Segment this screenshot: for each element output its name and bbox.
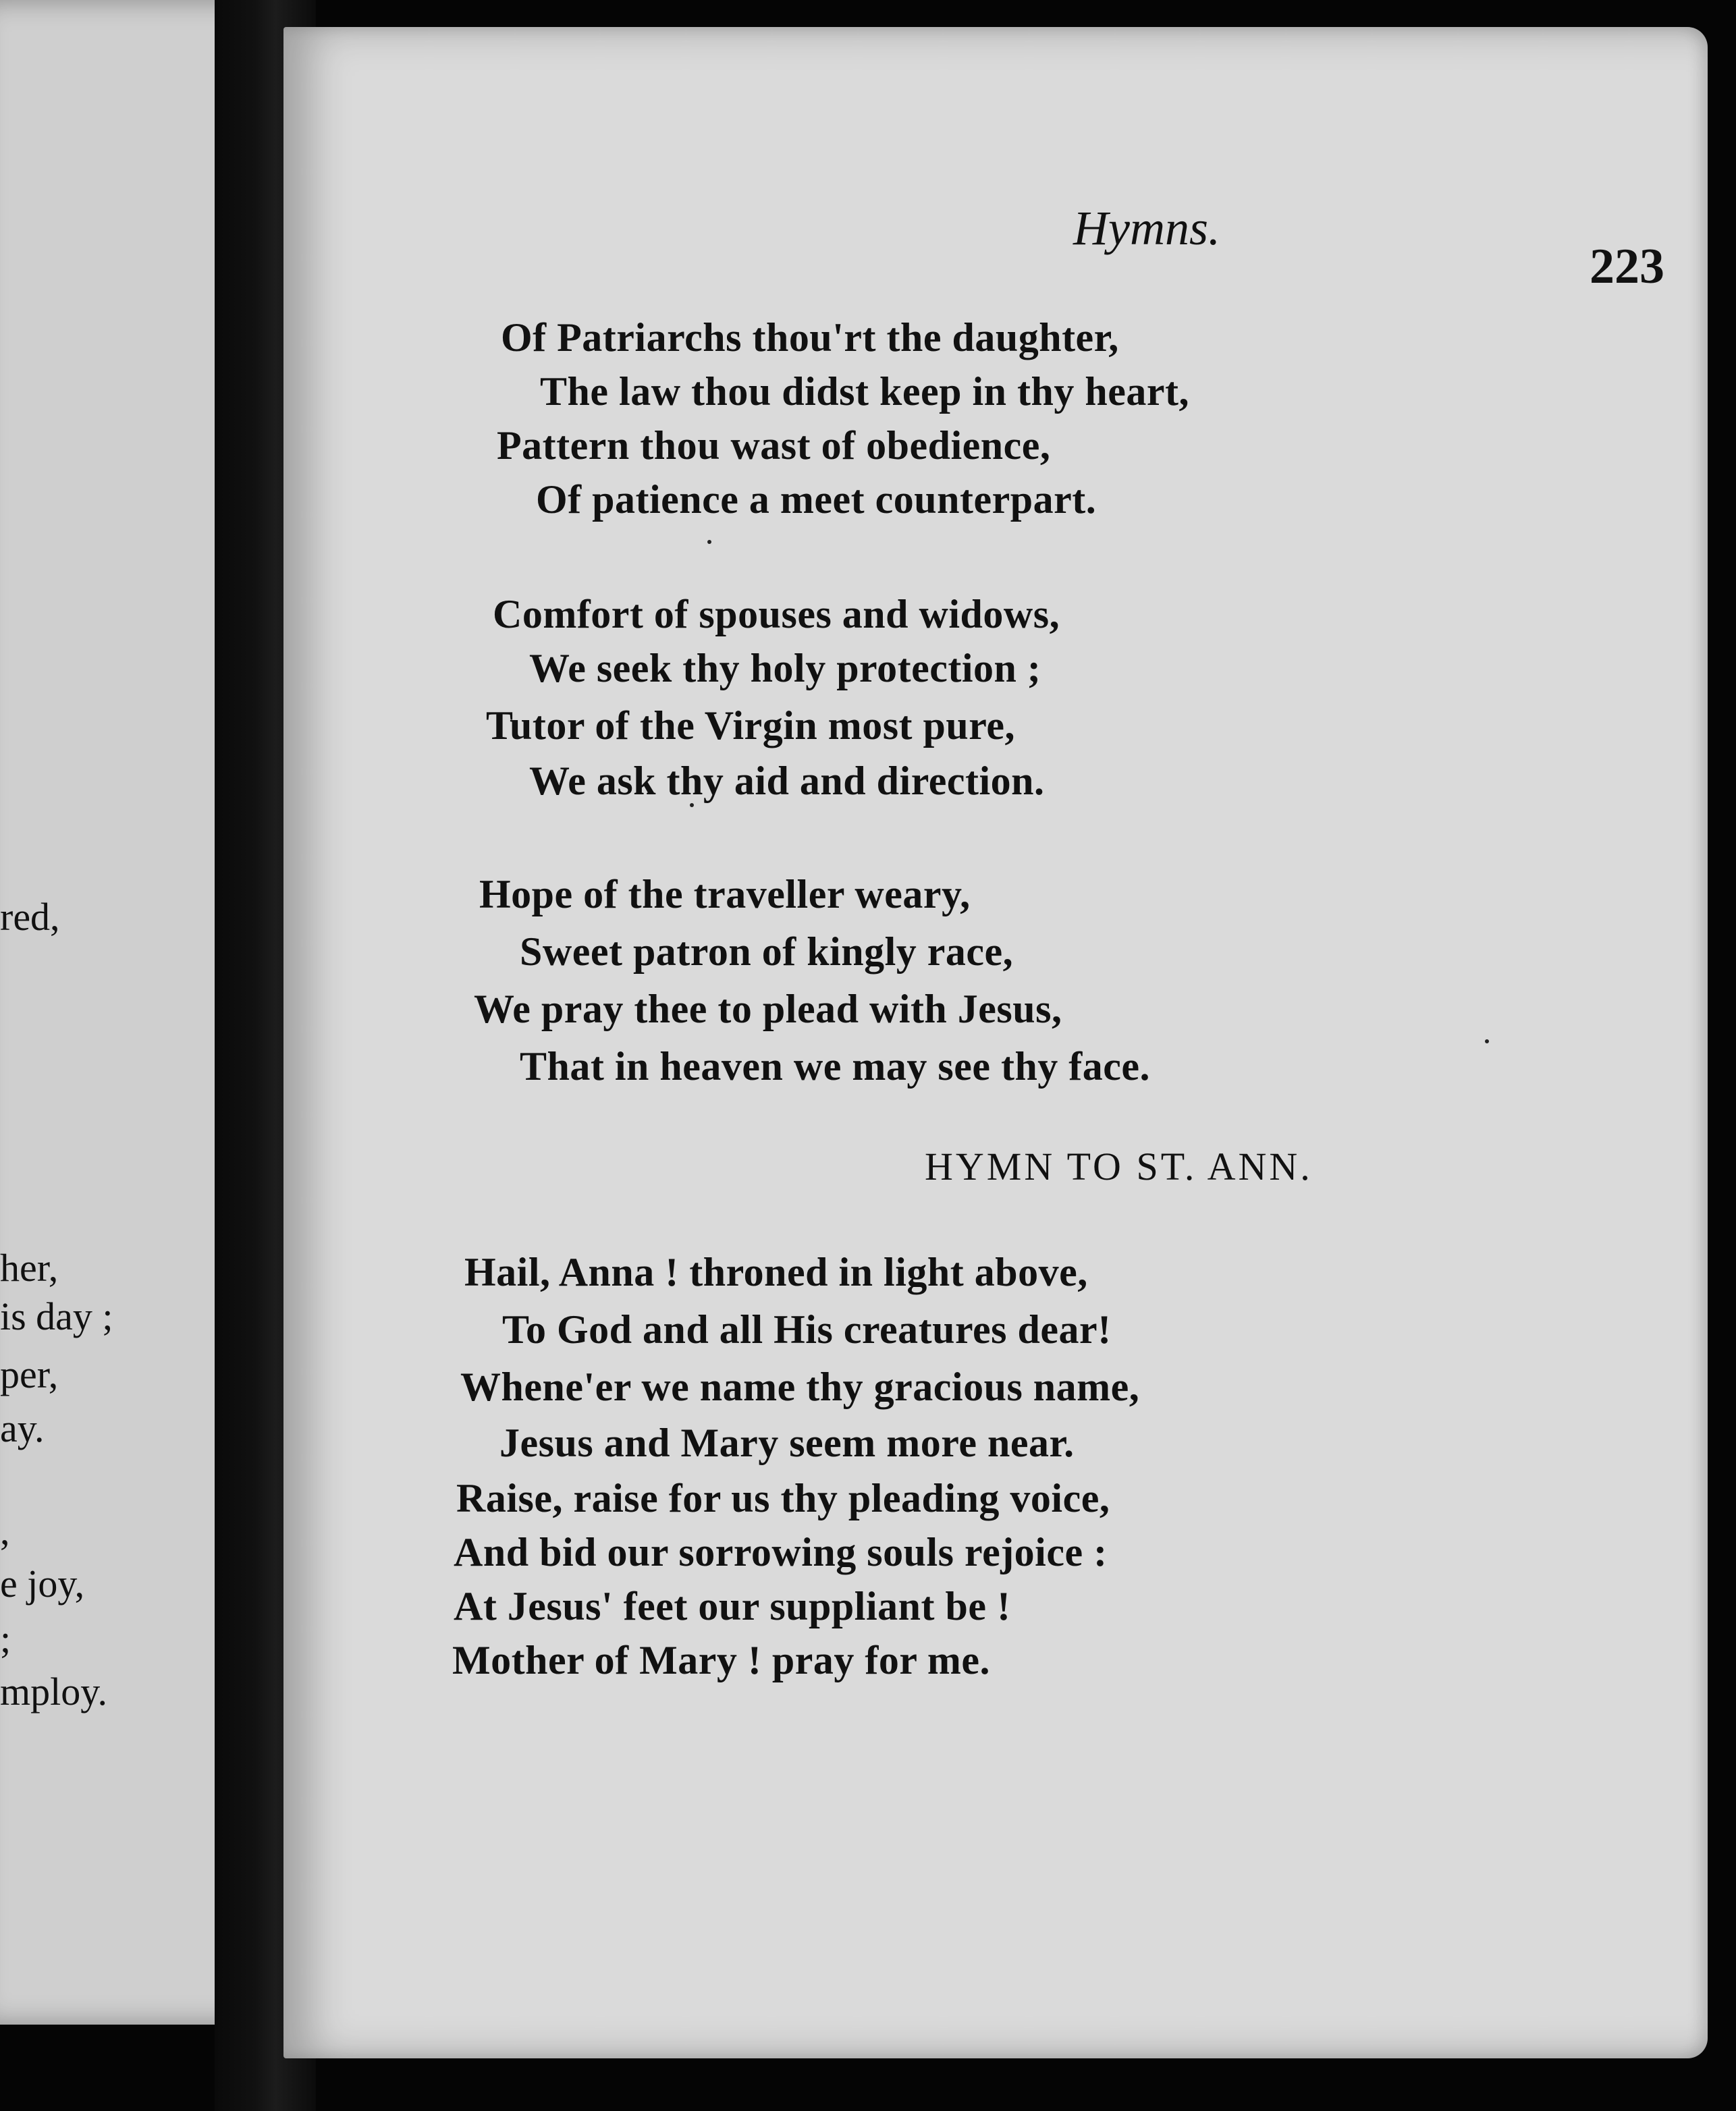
verse-line: At Jesus' feet our suppliant be ! [454,1584,1011,1628]
paper-speck [707,540,711,544]
verse-line: Raise, raise for us thy pleading voice, [456,1476,1110,1520]
verse-line: To God and all His creatures dear! [502,1307,1112,1352]
left-fragment: per, [0,1352,59,1396]
verse-line: The law thou didst keep in thy heart, [540,369,1189,414]
verse-line: We pray thee to plead with Jesus, [474,987,1062,1031]
verse-line: Of Patriarchs thou'rt the daughter, [501,315,1119,360]
paper-speck [1485,1039,1489,1043]
verse-line: We seek thy holy protection ; [529,646,1041,690]
verse-line: Of patience a meet counterpart. [536,477,1097,522]
verse-line: Jesus and Mary seem more near. [499,1421,1075,1465]
left-fragment: mploy. [0,1670,107,1714]
left-fragment: e joy, [0,1562,85,1606]
hymn-title: HYMN TO ST. ANN. [925,1145,1313,1188]
paper-speck [690,803,694,807]
verse-line: Pattern thou wast of obedience, [497,423,1051,468]
left-fragment: is day ; [0,1294,113,1338]
verse-line: Hail, Anna ! throned in light above, [464,1250,1088,1294]
verse-line: And bid our sorrowing souls rejoice : [454,1530,1108,1574]
right-page [283,27,1708,2058]
verse-line: Tutor of the Virgin most pure, [486,703,1015,748]
left-fragment: ; [0,1617,11,1661]
left-fragment: ay. [0,1406,45,1450]
verse-line: We ask thy aid and direction. [529,759,1045,803]
left-fragment: red, [0,895,60,939]
verse-line: Sweet patron of kingly race, [520,929,1014,974]
page-number: 223 [1590,239,1664,294]
left-fragment: , [0,1509,10,1553]
running-head: Hymns. [1073,201,1220,255]
verse-line: Hope of the traveller weary, [479,872,971,916]
verse-line: That in heaven we may see thy face. [520,1044,1151,1089]
verse-line: Whene'er we name thy gracious name, [460,1365,1140,1409]
left-fragment: her, [0,1246,59,1290]
verse-line: Comfort of spouses and widows, [493,592,1060,636]
verse-line: Mother of Mary ! pray for me. [452,1638,991,1682]
